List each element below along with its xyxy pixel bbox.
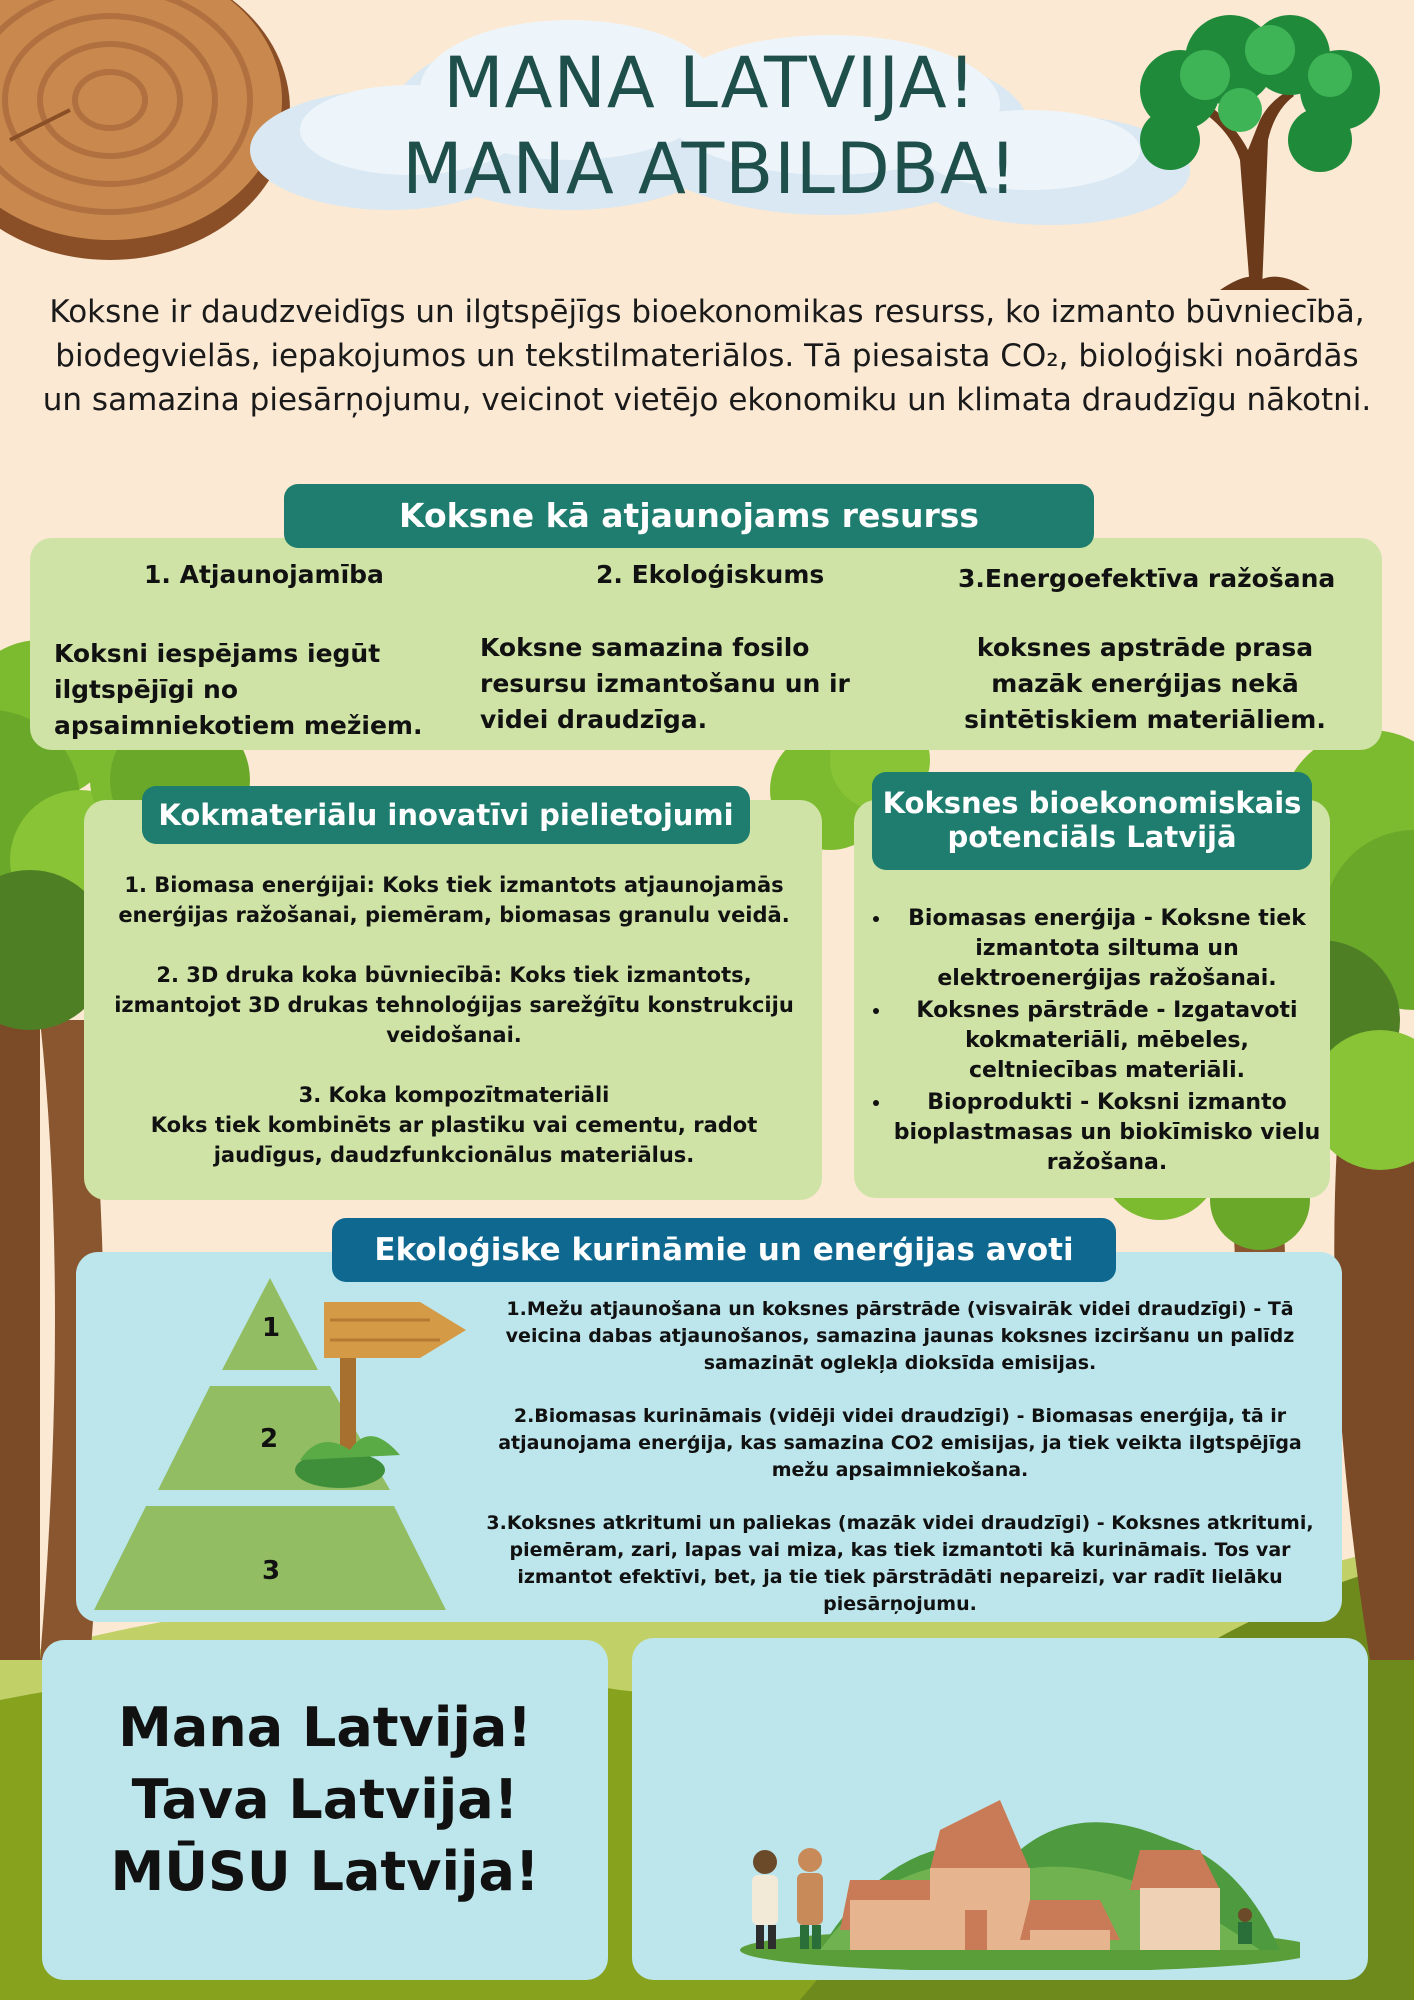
- eco-item-1: 1.Mežu atjaunošana un koksnes pārstrāde (visvairāk videi draudzīgi) - Tā veicina dabas atjaunošanos, samazina jaunas koksnes izciršanu un palīdz samazināt oglekļa dioksīda emisijas.: [505, 1298, 1295, 1374]
- potential-list: [862, 904, 1322, 1180]
- resource-col-2-text: Koksne samazina fosilo resursu izmantošanu un ir videi draudzīga.: [480, 633, 850, 734]
- page-title: [300, 40, 1120, 212]
- resource-col-3-text: koksnes apstrāde prasa mazāk enerģijas nekā sintētiskiem materiāliem.: [964, 633, 1326, 734]
- slogan-text: [42, 1692, 608, 1908]
- village-icon: [700, 1780, 1300, 1970]
- resource-col-2-title: 2. Ekoloģiskums: [596, 560, 825, 589]
- innovation-item-3: 3. Koka kompozītmateriāli Koks tiek kombinēts ar plastiku vai cementu, radot jaudīgus, daudzfunkcionālus materiālus.: [150, 1083, 758, 1167]
- pyramid-level-1: 1: [262, 1313, 281, 1343]
- potential-item-3: • Bioprodukti - Koksni izmanto bioplastmasas un biokīmisko vielu ražošana.: [892, 1088, 1322, 1178]
- potential-item-2: • Koksnes pārstrāde - Izgatavoti kokmateriāli, mēbeles, celtniecības materiāli.: [892, 996, 1322, 1086]
- signpost-icon: [280, 1290, 480, 1490]
- resource-heading: Koksne kā atjaunojams resurss: [284, 484, 1094, 548]
- pyramid-level-3: 3: [262, 1556, 281, 1586]
- title-line-1: MANA LATVIJA!: [443, 42, 977, 124]
- eco-heading: Ekoloģiske kurināmie un enerģijas avoti: [332, 1218, 1116, 1282]
- innovation-item-2: 2. 3D druka koka būvniecībā: Koks tiek izmantots, izmantojot 3D drukas tehnoloģijas sarežģītu konstrukciju veidošanai.: [114, 963, 794, 1047]
- tree-icon: [1110, 10, 1390, 300]
- potential-item-1: • Biomasas enerģija - Koksne tiek izmantota siltuma un elektroenerģijas ražošanai.: [892, 904, 1322, 994]
- innovations-list: [100, 870, 808, 1170]
- intro-text: Koksne ir daudzveidīgs un ilgtspējīgs bioekonomikas resurss, ko izmanto būvniecībā, biodegvielās, iepakojumos un tekstilmateriālos. Tā piesaista CO₂, bioloģiski noārdās un samazina piesārņojumu, veicinot vietējo ekonomiku un klimata draudzīgu nākotni.: [42, 294, 1372, 418]
- resource-col-1-text: Koksni iespējams iegūt ilgtspējīgi no apsaimniekotiem mežiem.: [54, 639, 423, 740]
- potential-heading-line-2: potenciāls Latvijā: [947, 820, 1237, 854]
- eco-list: [470, 1296, 1330, 1644]
- slogan-line-2: Tava Latvija!: [131, 1768, 519, 1831]
- innovations-heading: Kokmateriālu inovatīvi pielietojumi: [142, 786, 750, 844]
- resource-col-3-title: 3.Energoefektīva ražošana: [958, 564, 1336, 593]
- slogan-line-3: MŪSU Latvija!: [110, 1840, 540, 1903]
- innovation-item-1: 1. Biomasa enerģijai: Koks tiek izmantots atjaunojamās enerģijas ražošanai, piemēram, biomasas granulu veidā.: [118, 873, 790, 927]
- eco-item-2: 2.Biomasas kurināmais (vidēji videi draudzīgi) - Biomasas enerģija, tā ir atjaunojama enerģija, kas samazina CO2 emisijas, ja tiek veikta ilgtspējīga mežu apsaimniekošana.: [498, 1405, 1302, 1481]
- potential-heading-line-1: Koksnes bioekonomiskais: [882, 786, 1302, 820]
- title-line-2: MANA ATBILDBA!: [402, 128, 1018, 210]
- eco-item-3: 3.Koksnes atkritumi un paliekas (mazāk videi draudzīgi) - Koksnes atkritumi, piemēram, zari, lapas vai miza, kas tiek izmantoti kā kurināmais. Tos var izmantot efektīvi, bet, ja tie tiek pārstrādāti nepareizi, var radīt lielāku piesārņojumu.: [486, 1512, 1314, 1615]
- slogan-line-1: Mana Latvija!: [118, 1696, 532, 1759]
- potential-heading: [872, 772, 1312, 870]
- resource-col-1-title: 1. Atjaunojamība: [144, 560, 384, 589]
- pyramid-level-2: 2: [260, 1424, 279, 1454]
